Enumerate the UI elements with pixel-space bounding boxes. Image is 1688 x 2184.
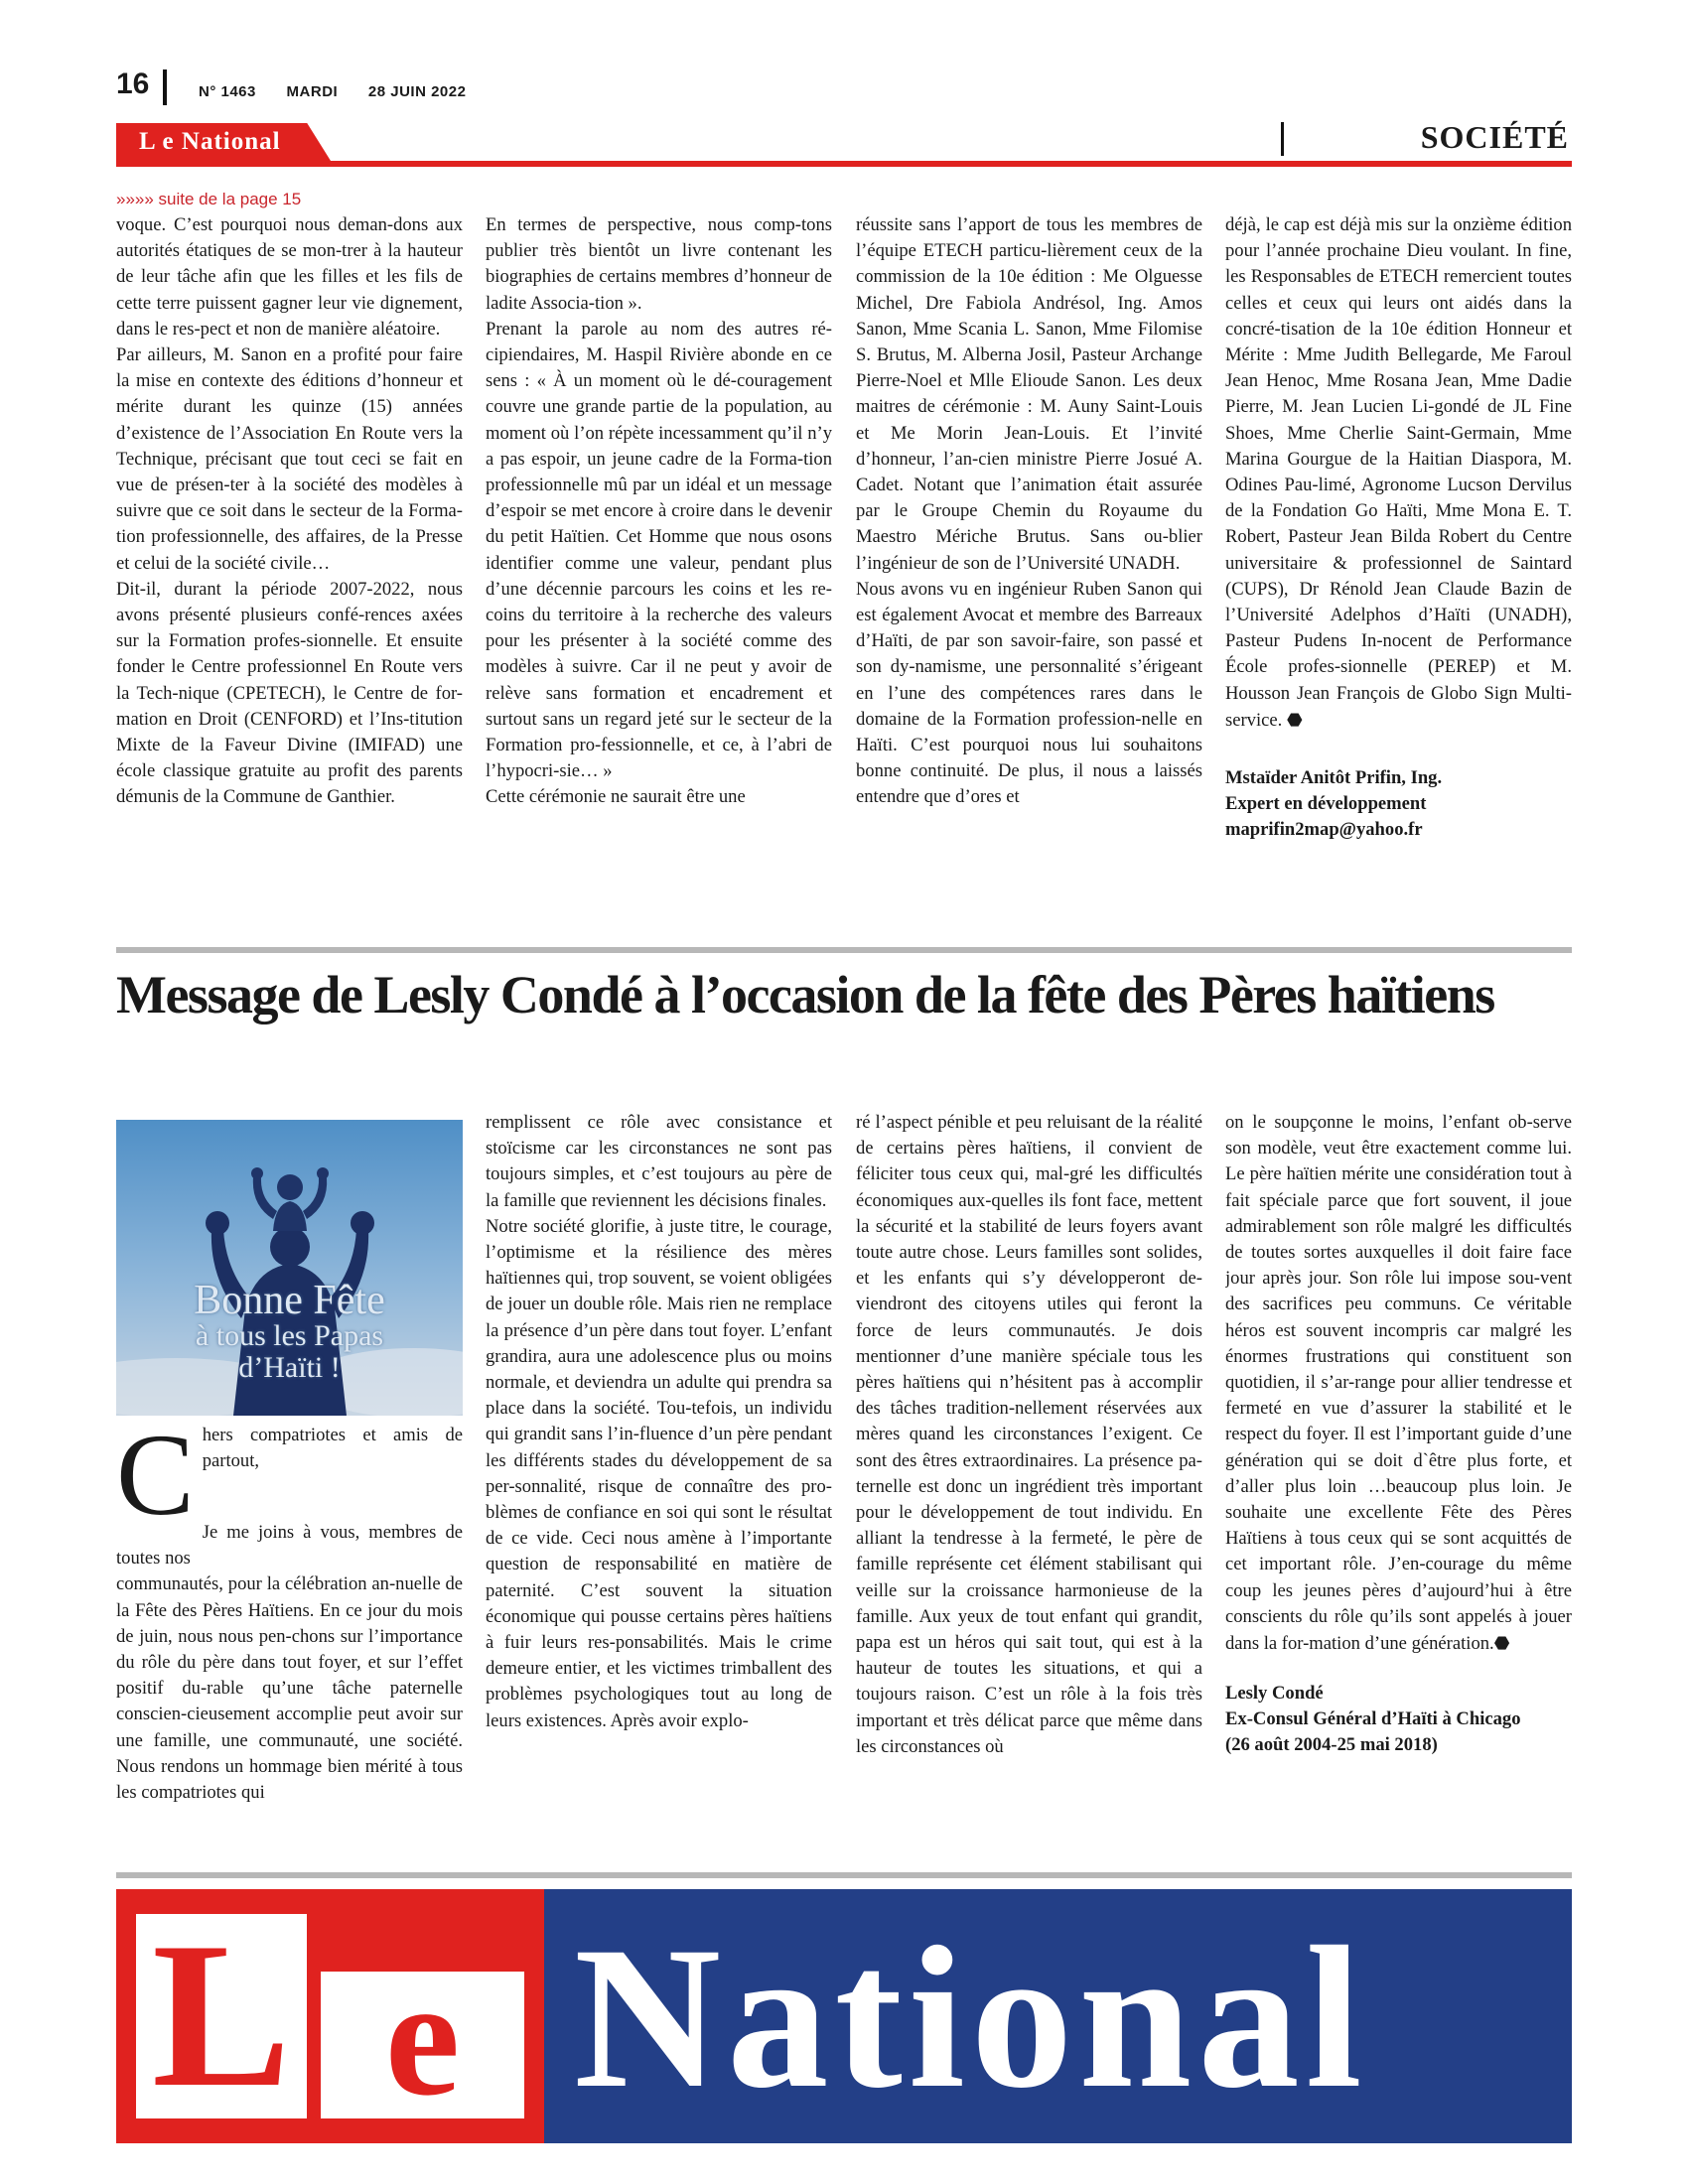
main-article-column-2	[486, 1110, 832, 1864]
article-headline: Message de Lesly Condé à l’occasion de la fête des Pères haïtiens	[116, 965, 1494, 1024]
header-rule	[116, 161, 1572, 167]
brand-tab-label: L e National	[139, 128, 281, 155]
main-article-column-1	[116, 1423, 463, 1859]
logo-letter-l: L	[151, 1900, 292, 2130]
top-article-column-3	[856, 212, 1202, 937]
section-divider	[1281, 122, 1284, 156]
signature-email: maprifin2map@yahoo.fr	[1225, 819, 1423, 841]
footer-divider	[116, 1872, 1572, 1878]
signature-author: Lesly Condé	[1225, 1683, 1324, 1705]
issue-info	[199, 83, 492, 100]
end-mark-icon: ⬣	[1286, 709, 1303, 730]
section-title: SOCIÉTÉ	[1420, 119, 1569, 155]
paragraph: Notre société glorifie, à juste titre, le courage, l’optimisme et la résilience des mères haïtiennes qui, trop souvent, se voient obligées de jouer un double rôle. Mais rien ne remplace la présence d’un père dans tout foyer. L’enfant grandira, aura une adolescence plus ou moins normale, et deviendra un adulte qui prendra sa place dans la société. Tou-tefois, un individu qui grandit sans l’in-fluence d’un père pendant les différents stades du développement de sa per-sonnalité, risque de connaître des pro-blèmes de confiance en soi qui sont le résultat de ce vide. Ceci nous amène à l’importante question de responsabilité en matière de paternité. C’est souvent la situation économique qui pousse certains pères haïtiens à fuir leurs res-ponsabilités. Mais le crime demeure entier, et les victimes trimballent des problèmes psychologiques tout au long de leurs existences. Après avoir explo-	[486, 1215, 832, 1731]
signature-title: Expert en développement	[1225, 793, 1427, 815]
top-article-column-2	[486, 212, 832, 937]
header-divider	[163, 69, 167, 105]
paragraph: communautés, pour la célébration an-nuelle de la Fête des Pères Haïtiens. En ce jour du mois de juin, nous nous pen-chons sur l’importance du rôle du père dans tout foyer, et sur l’effet positif du-rable qu’une tâche paternelle conscien-cieusement accomplie peut avoir sur une famille, une communauté, une société. Nous rendons un hommage bien mérité à tous les compatriotes qui	[116, 1573, 463, 1804]
drop-cap: C	[116, 1423, 195, 1540]
paragraph: Nous avons vu en ingénieur Ruben Sanon qui est également Avocat et membre des Barreaux d’Haïti, de par son savoir-faire, son passé et son dy-namisme, une personnalité s’érigeant en l’une des compétences rares dans le domaine de la Formation profession-nelle en Haïti. C’est pourquoi nous lui souhaitons bonne continuité. De plus, il nous a laissés entendre que d’ores et	[856, 578, 1202, 808]
photo-caption-line-2: à tous les Papas	[195, 1319, 384, 1352]
paragraph: déjà, le cap est déjà mis sur la onzième édition pour l’année prochaine Dieu voulant. In fine, les Responsables de ETECH remercient toutes celles et ceux qui leurs ont aidés dans la concré-tisation de la 10e édition Honneur et Mérite : Mme Judith Bellegarde, Me Faroul Jean Henoc, Mme Rosana Jean, Mme Dadie Pierre, M. Jean Lucien Li-gondé de JL Fine Shoes, Mme Cherlie Saint-Germain, Mme Marina Gourgue de la Haitian Diaspora, M. Odines Pau-limé, Agronome Lucson Dervilus de la Fondation Go Haïti, Mme Mona E. T. Robert, Pasteur Jean Bilda Robert du Centre universitaire & professionnel de Saintard (CUPS), Dr Rénold Jean Claude Bazin de l’Université Adelphos d’Haïti (UNADH), Pasteur Pudens In-nocent de Performance École profes-sionnelle (PEREP) et M. Housson Jean François de Globo Sign Multi-service. ⬣	[1225, 214, 1572, 731]
paragraph: Cette cérémonie ne saurait être une	[486, 786, 746, 808]
page-number: 16	[116, 68, 150, 100]
main-article-column-4	[1225, 1110, 1572, 1864]
paragraph: Prenant la parole au nom des autres ré-cipiendaires, M. Haspil Rivière abonde en ce sens : « À un moment où le dé-couragement couvre une grande partie de la population, au moment où l’on répète incessamment qu’il n’y a pas espoir, un jeune cadre de la Forma-tion professionnelle mû par un idéal et un message d’espoir se met encore à croire dans le devenir du petit Haïtien. Cet Homme que nous osons identifier comme une valeur, pendant plus d’une décennie parcours les coins et les re-coins du territoire à la recherche des valeurs pour les présenter à la société comme des modèles à suivre. Car il ne peut y avoir de relève sans formation et encadrement et surtout sans un regard jeté sur le secteur de la Formation pro-fessionnelle, et ce, à l’abri de l’hypocri-sie… »	[486, 318, 832, 782]
paragraph: Par ailleurs, M. Sanon en a profité pour faire la mise en contexte des éditions d’honneur et mérite durant les quinze (15) années d’existence de l’Association En Route vers la Technique, précisant que tout ceci se fait en vue de présen-ter à la société des modèles à suivre que ce soit dans le secteur de la Forma-tion professionnelle, des affaires, de la Presse et celui de la société civile…	[116, 344, 463, 574]
paragraph: remplissent ce rôle avec consistance et stoïcisme car les circonstances ne sont pas toujours simples, et c’est toujours au père de la famille que reviennent les décisions finales.	[486, 1112, 832, 1211]
paragraph: réussite sans l’apport de tous les membres de l’équipe ETECH particu-lièrement ceux de la commission de la 10e édition : Me Olguesse Michel, Dre Fabiola Andrésol, Ing. Amos Sanon, Mme Scania L. Sanon, Mme Filomise S. Brutus, M. Alberna Josil, Pasteur Archange Pierre-Noel et Mlle Elioude Sanon. Les deux maitres de cérémonie : M. Auny Saint-Louis et Me Morin Jean-Louis. Et l’invité d’honneur, l’an-cien ministre Pierre Josué A. Cadet. Notant que l’animation était assurée par le Groupe Chemin du Royaume du Maestro Mériche Brutus. Sans ou-blier l’ingénieur de son de l’Université UNADH.	[856, 214, 1202, 574]
continuation-note: »»»» suite de la page 15	[116, 190, 302, 208]
paragraph: voque. C’est pourquoi nous deman-dons aux autorités étatiques de se mon-trer à la hauteur de leur tâche afin que les filles et les fils de cette terre puissent gagner leur vie dignement, dans le res-pect et non de manière aléatoire.	[116, 214, 463, 340]
paragraph: En termes de perspective, nous comp-tons publier très bientôt un livre contenant les biographies de certains membres d’honneur de ladite Associa-tion ».	[486, 214, 832, 314]
top-article-signature	[1225, 765, 1572, 843]
paragraph: on le soupçonne le moins, l’enfant ob-serve son modèle, veut être exactement comme lui. Le père haïtien mérite une considération tout à fait spéciale parce que fort souvent, il joue admirablement son rôle malgré les difficultés de toutes sortes auxquelles il doit faire face jour après jour. Son rôle lui impose sou-vent des sacrifices peu communs. Ce véritable héros est souvent incompris car malgré les énormes frustrations qui constituent son quotidien, il s’ar-range pour allier tendresse et fermeté en vue d’assurer la stabilité et le respect du foyer. Il est l’important guide d’une génération qui se doit d`être plus forte, et d’aller plus loin …beaucoup plus loin. Je souhaite une excellente Fête des Pères Haïtiens à tous ceux qui se sont acquittés de cet important rôle. J’en-courage du même coup les jeunes pères d’aujourd’hui à être conscients du rôle qu’ils sont appelés à jouer dans la for-mation d’une génération.⬣	[1225, 1112, 1572, 1655]
signature-dates: (26 août 2004-25 mai 2018)	[1225, 1734, 1438, 1756]
top-article-column-1	[116, 212, 463, 937]
logo-letter-e: e	[384, 1944, 461, 2130]
signature-author: Mstaïder Anitôt Prifin, Ing.	[1225, 767, 1443, 789]
photo-caption-line-3: d’Haïti !	[238, 1351, 341, 1384]
signature-title: Ex-Consul Général d’Haïti à Chicago	[1225, 1708, 1521, 1730]
opening-paragraph: Chers compatriotes et amis de partout,	[116, 1423, 463, 1540]
issue-number: N° 1463	[199, 83, 256, 100]
paragraph: ré l’aspect pénible et peu reluisant de la réalité de certains pères haïtiens, il convient de féliciter tous ceux qui, mal-gré les difficultés économiques aux-quelles ils font face, mettent la sécurité et la stabilité de leurs foyers avant toute autre chose. Leurs familles sont solides, et les enfants qui s’y développeront de-viendront des citoyens utiles qui feront la force de leurs communautés. Je dois mentionner d’une manière spéciale tous les pères haïtiens qui n’hésitent pas à accomplir des tâches tradition-nellement réservées aux mères quand les circonstances l’exigent. Ce sont des êtres extraordinaires. La présence pa-ternelle est donc un ingrédient très important pour le développement de tout individu. En alliant la tendresse à la fermeté, le père de famille représente cet élément stabilisant qui veille sur la croissance harmonieuse de la famille. Aux yeux de tout enfant qui grandit, papa est un héros qui sait tout, qui est à la hauteur de toutes les situations, et qui a toujours raison. C’est un rôle à la fois très important et très délicat parce que même dans les circonstances où	[856, 1112, 1202, 1757]
paragraph: Dit-il, durant la période 2007-2022, nous avons présenté plusieurs confé-rences axées sur la Formation profes-sionnelle. Et ensuite fonder le Centre professionnel En Route vers la Tech-nique (CPETECH), le Centre de for-mation en Droit (CENFORD) et l’Ins-titution Mixte de la Faveur Divine (IMIFAD) une école classique gratuite au profit des parents démunis de la Commune de Ganthier.	[116, 578, 463, 808]
top-article-column-4	[1225, 212, 1572, 937]
end-mark-icon: ⬣	[1493, 1633, 1510, 1654]
issue-day: MARDI	[286, 83, 339, 100]
logo-wordmark: National	[574, 1905, 1368, 2130]
article-divider	[116, 947, 1572, 953]
issue-date: 28 JUIN 2022	[367, 83, 467, 100]
photo-caption-line-1: Bonne Fête	[194, 1278, 385, 1323]
main-article-column-3	[856, 1110, 1202, 1864]
fathers-day-photo	[116, 1120, 463, 1416]
paragraph: Je me joins à vous, membres de toutes nos	[116, 1522, 463, 1570]
main-article-signature	[1225, 1681, 1572, 1758]
